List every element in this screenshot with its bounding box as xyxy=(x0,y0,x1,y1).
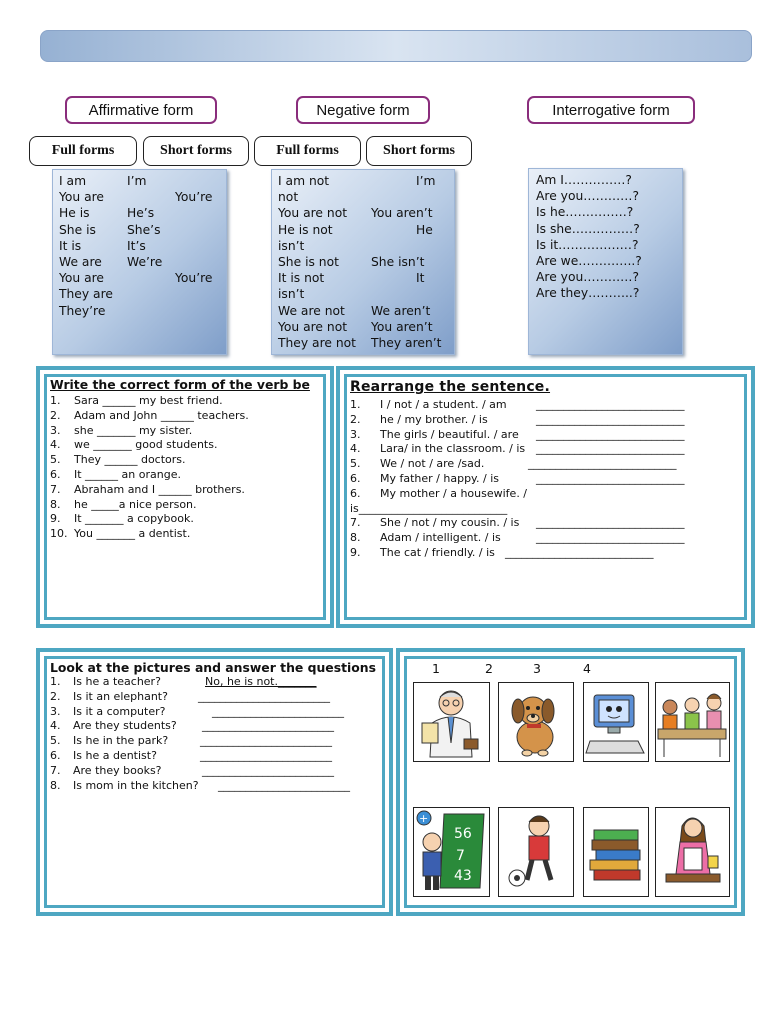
short-form: She’s xyxy=(127,222,161,237)
item-text: he / my brother. / is xyxy=(380,412,488,426)
conjugation-row xyxy=(278,270,452,286)
item-number: 1. xyxy=(350,398,361,411)
short-form: It’s xyxy=(127,238,146,253)
full-forms-label: Full forms xyxy=(29,136,137,166)
full-form: I am xyxy=(59,174,87,188)
item-text: You _______ a dentist. xyxy=(74,527,191,541)
item-number: 5. xyxy=(350,457,361,471)
conjugation-row xyxy=(59,238,224,254)
short-forms-label: Short forms xyxy=(366,136,472,166)
item-number: 3. xyxy=(50,423,61,437)
answer-blank[interactable]: ________________________ xyxy=(212,704,344,718)
picture-number: 2 xyxy=(485,661,493,676)
teacher-picture xyxy=(413,807,490,897)
negative-form-header: Negative form xyxy=(296,96,430,124)
conjugation-row xyxy=(59,189,224,205)
answer-blank[interactable]: ________________________ xyxy=(202,719,334,733)
conjugation-row xyxy=(59,270,224,286)
picture-number: 1 xyxy=(432,661,440,676)
affirmative-form-header: Affirmative form xyxy=(65,96,217,124)
answer-blank[interactable]: ___________________________ xyxy=(536,516,685,530)
answer-blank[interactable]: ___________________________ xyxy=(536,427,685,441)
item-number: 4. xyxy=(50,719,61,733)
short-forms-label: Short forms xyxy=(143,136,249,166)
item-number: 5. xyxy=(50,453,61,467)
short-form: It xyxy=(416,271,425,286)
short-form: He’s xyxy=(127,206,155,221)
picture-number: 4 xyxy=(583,661,591,676)
list-item xyxy=(350,457,745,472)
question-text: Is he a teacher? xyxy=(73,675,161,688)
list-item xyxy=(50,468,320,483)
list-item xyxy=(50,675,385,690)
picture-number: 3 xyxy=(533,661,541,676)
item-number: 1. xyxy=(50,675,61,688)
doctor-picture xyxy=(413,682,490,762)
answer-blank[interactable]: ________________________ xyxy=(200,748,332,762)
list-item xyxy=(50,438,320,453)
item-text: Adam and John ______ teachers. xyxy=(74,408,249,422)
full-form: She is xyxy=(59,222,96,237)
pictures-panel xyxy=(396,648,745,916)
question-text: Are they students? xyxy=(73,719,177,733)
item-text: is___________________________ xyxy=(350,501,508,515)
question-row: Is it………………? xyxy=(536,237,639,252)
conjugation-row xyxy=(278,335,452,351)
question-row: Is she……………? xyxy=(536,221,640,236)
short-form: They aren’t xyxy=(371,335,442,350)
full-form: We are xyxy=(59,254,102,269)
item-text: she _______ my sister. xyxy=(74,423,193,437)
list-item xyxy=(50,705,385,720)
item-number: 4. xyxy=(50,438,61,452)
list-item xyxy=(50,690,385,705)
answer-blank[interactable]: No, he is not._______ xyxy=(205,675,317,688)
answer-blank[interactable]: ___________________________ xyxy=(536,531,685,545)
question-text: Is he in the park? xyxy=(73,734,169,748)
item-text: She / not / my cousin. / is xyxy=(380,516,520,530)
mom-kitchen-picture xyxy=(655,807,730,897)
item-number: 3. xyxy=(50,704,61,718)
item-number: 2. xyxy=(50,408,61,422)
question-row: Are you…………? xyxy=(536,189,639,204)
item-number: 10. xyxy=(50,527,68,541)
item-text: We / not / are /sad. xyxy=(380,457,485,471)
item-number: 8. xyxy=(350,531,361,545)
boy-park-picture xyxy=(498,807,574,897)
list-item xyxy=(350,502,745,517)
exercise-rearrange-panel xyxy=(336,366,755,628)
svg-text:43: 43 xyxy=(454,868,472,884)
conjugation-row xyxy=(59,303,224,319)
list-item xyxy=(50,779,385,794)
answer-blank[interactable]: ________________________ xyxy=(202,763,334,777)
list-item xyxy=(50,527,320,542)
full-form: You are xyxy=(59,190,104,205)
conjugation-row xyxy=(59,173,224,189)
item-number: 5. xyxy=(50,734,61,748)
item-number: 3. xyxy=(350,427,361,441)
item-text: It _______ a copybook. xyxy=(74,512,194,526)
item-number: 7. xyxy=(50,763,61,777)
item-number: 1. xyxy=(50,394,61,407)
books-picture xyxy=(583,807,649,897)
list-item xyxy=(350,487,745,502)
item-number: 9. xyxy=(350,545,361,559)
exercise-pictures-questions-panel xyxy=(36,648,393,916)
full-form: You are not xyxy=(278,206,348,221)
full-form: They are xyxy=(59,287,113,302)
svg-text:+: + xyxy=(419,812,429,825)
answer-blank[interactable]: ___________________________ xyxy=(505,545,654,559)
full-form: I am not xyxy=(278,174,330,188)
item-number: 9. xyxy=(50,512,61,526)
list-item xyxy=(50,749,385,764)
list-item xyxy=(350,472,745,487)
conjugation-row xyxy=(278,238,452,254)
negative-table xyxy=(271,169,455,355)
list-item xyxy=(50,394,320,409)
item-number: 2. xyxy=(350,412,361,426)
answer-blank[interactable]: ________________________ xyxy=(218,778,350,792)
question-row: Are you…………? xyxy=(536,270,639,285)
item-text: My mother / a housewife. / xyxy=(380,486,528,500)
full-form: They are not xyxy=(278,335,356,350)
item-text: Sara ______ my best friend. xyxy=(74,394,223,407)
short-form: I’m xyxy=(127,174,147,188)
item-text: Lara/ in the classroom. / is xyxy=(380,442,526,456)
list-item xyxy=(50,453,320,468)
list-item xyxy=(350,428,745,443)
computer-picture xyxy=(583,682,649,762)
list-item xyxy=(350,546,745,561)
conjugation-row xyxy=(59,205,224,221)
list-item xyxy=(50,483,320,498)
exercise-title: Rearrange the sentence. xyxy=(350,379,551,395)
item-text: My father / happy. / is xyxy=(380,471,499,485)
item-text: The cat / friendly. / is xyxy=(380,545,495,559)
svg-text:7: 7 xyxy=(456,848,465,864)
item-text: we _______ good students. xyxy=(74,438,218,452)
list-item xyxy=(50,498,320,513)
full-forms-label: Full forms xyxy=(254,136,361,166)
item-number: 7. xyxy=(350,516,361,530)
item-text: I / not / a student. / am xyxy=(380,398,507,411)
short-form: I’m xyxy=(416,174,436,188)
short-form: We’re xyxy=(127,254,163,269)
full-form: You are xyxy=(59,271,104,286)
exercise-title: Write the correct form of the verb be xyxy=(50,377,310,392)
answer-blank[interactable]: ________________________ xyxy=(200,734,332,748)
students-picture xyxy=(655,682,730,762)
dog-picture xyxy=(498,682,574,762)
list-item xyxy=(350,413,745,428)
question-text: Is it an elephant? xyxy=(73,689,168,703)
conjugation-row xyxy=(278,254,452,270)
item-number: 6. xyxy=(50,748,61,762)
short-form: You’re xyxy=(175,271,213,286)
question-row: Am I……………? xyxy=(536,173,632,187)
question-text: Is mom in the kitchen? xyxy=(73,778,199,792)
affirmative-table xyxy=(52,169,227,355)
question-row: Are they………..? xyxy=(536,286,640,301)
full-form: We are not xyxy=(278,303,345,318)
list-item xyxy=(50,734,385,749)
list-item xyxy=(50,719,385,734)
answer-blank[interactable]: ___________________________ xyxy=(536,398,685,411)
full-form: He is not xyxy=(278,222,333,237)
conjugation-row xyxy=(59,254,224,270)
item-text: he _____a nice person. xyxy=(74,497,197,511)
short-form: We aren’t xyxy=(371,303,431,318)
full-form: It is xyxy=(59,238,82,253)
interrogative-form-header: Interrogative form xyxy=(527,96,695,124)
conjugation-row xyxy=(59,222,224,238)
question-row: Is he……………? xyxy=(536,205,634,220)
conjugation-row xyxy=(278,319,452,335)
full-form: They’re xyxy=(59,303,106,318)
list-item xyxy=(350,442,745,457)
full-form: isn’t xyxy=(278,238,305,253)
item-text: Abraham and I ______ brothers. xyxy=(74,482,245,496)
item-number: 8. xyxy=(50,497,61,511)
item-number: 6. xyxy=(50,467,61,481)
answer-blank[interactable]: ___________________________ xyxy=(536,442,685,456)
item-number: 7. xyxy=(50,482,61,496)
full-form: isn’t xyxy=(278,287,305,302)
conjugation-row xyxy=(278,286,452,302)
item-text: They ______ doctors. xyxy=(74,453,186,467)
conjugation-row xyxy=(278,222,452,238)
item-number: 4. xyxy=(350,442,361,456)
full-form: He is xyxy=(59,206,90,221)
item-text: The girls / beautiful. / are xyxy=(380,427,519,441)
list-item xyxy=(350,531,745,546)
full-form: not xyxy=(278,190,299,205)
full-form: It is not xyxy=(278,271,325,286)
short-form: You aren’t xyxy=(371,319,433,334)
list-item xyxy=(50,512,320,527)
list-item xyxy=(50,409,320,424)
item-number: 2. xyxy=(50,689,61,703)
question-text: Are they books? xyxy=(73,763,162,777)
conjugation-row xyxy=(59,286,224,302)
short-form: You’re xyxy=(175,190,213,205)
answer-blank[interactable]: ___________________________ xyxy=(536,471,685,485)
conjugation-row xyxy=(278,303,452,319)
full-form: You are not xyxy=(278,319,348,334)
conjugation-row xyxy=(278,205,452,221)
item-number: 8. xyxy=(50,778,61,792)
question-text: Is it a computer? xyxy=(73,704,166,718)
item-number: 6. xyxy=(350,471,361,485)
exercise-verb-be-panel xyxy=(36,366,334,628)
question-text: Is he a dentist? xyxy=(73,748,157,762)
answer-blank[interactable]: ___________________________ xyxy=(536,412,685,426)
short-form: She isn’t xyxy=(371,254,425,269)
list-item xyxy=(350,516,745,531)
interrogative-table xyxy=(528,168,683,355)
item-text: Adam / intelligent. / is xyxy=(380,531,501,545)
conjugation-row xyxy=(278,173,452,189)
list-item xyxy=(50,764,385,779)
exercise-title: Look at the pictures and answer the questions xyxy=(50,660,376,675)
list-item xyxy=(50,424,320,439)
answer-blank[interactable]: ________________________ xyxy=(198,689,330,703)
svg-text:56: 56 xyxy=(454,826,472,842)
question-row: Are we…………..? xyxy=(536,253,642,268)
short-form: He xyxy=(416,222,433,237)
full-form: She is not xyxy=(278,254,339,269)
list-item xyxy=(350,398,745,413)
item-text: It ______ an orange. xyxy=(74,467,181,481)
answer-blank[interactable]: ___________________________ xyxy=(528,457,677,471)
short-form: You aren’t xyxy=(371,206,433,221)
title-banner xyxy=(40,30,752,62)
conjugation-row xyxy=(278,189,452,205)
item-number: 6. xyxy=(350,486,361,500)
